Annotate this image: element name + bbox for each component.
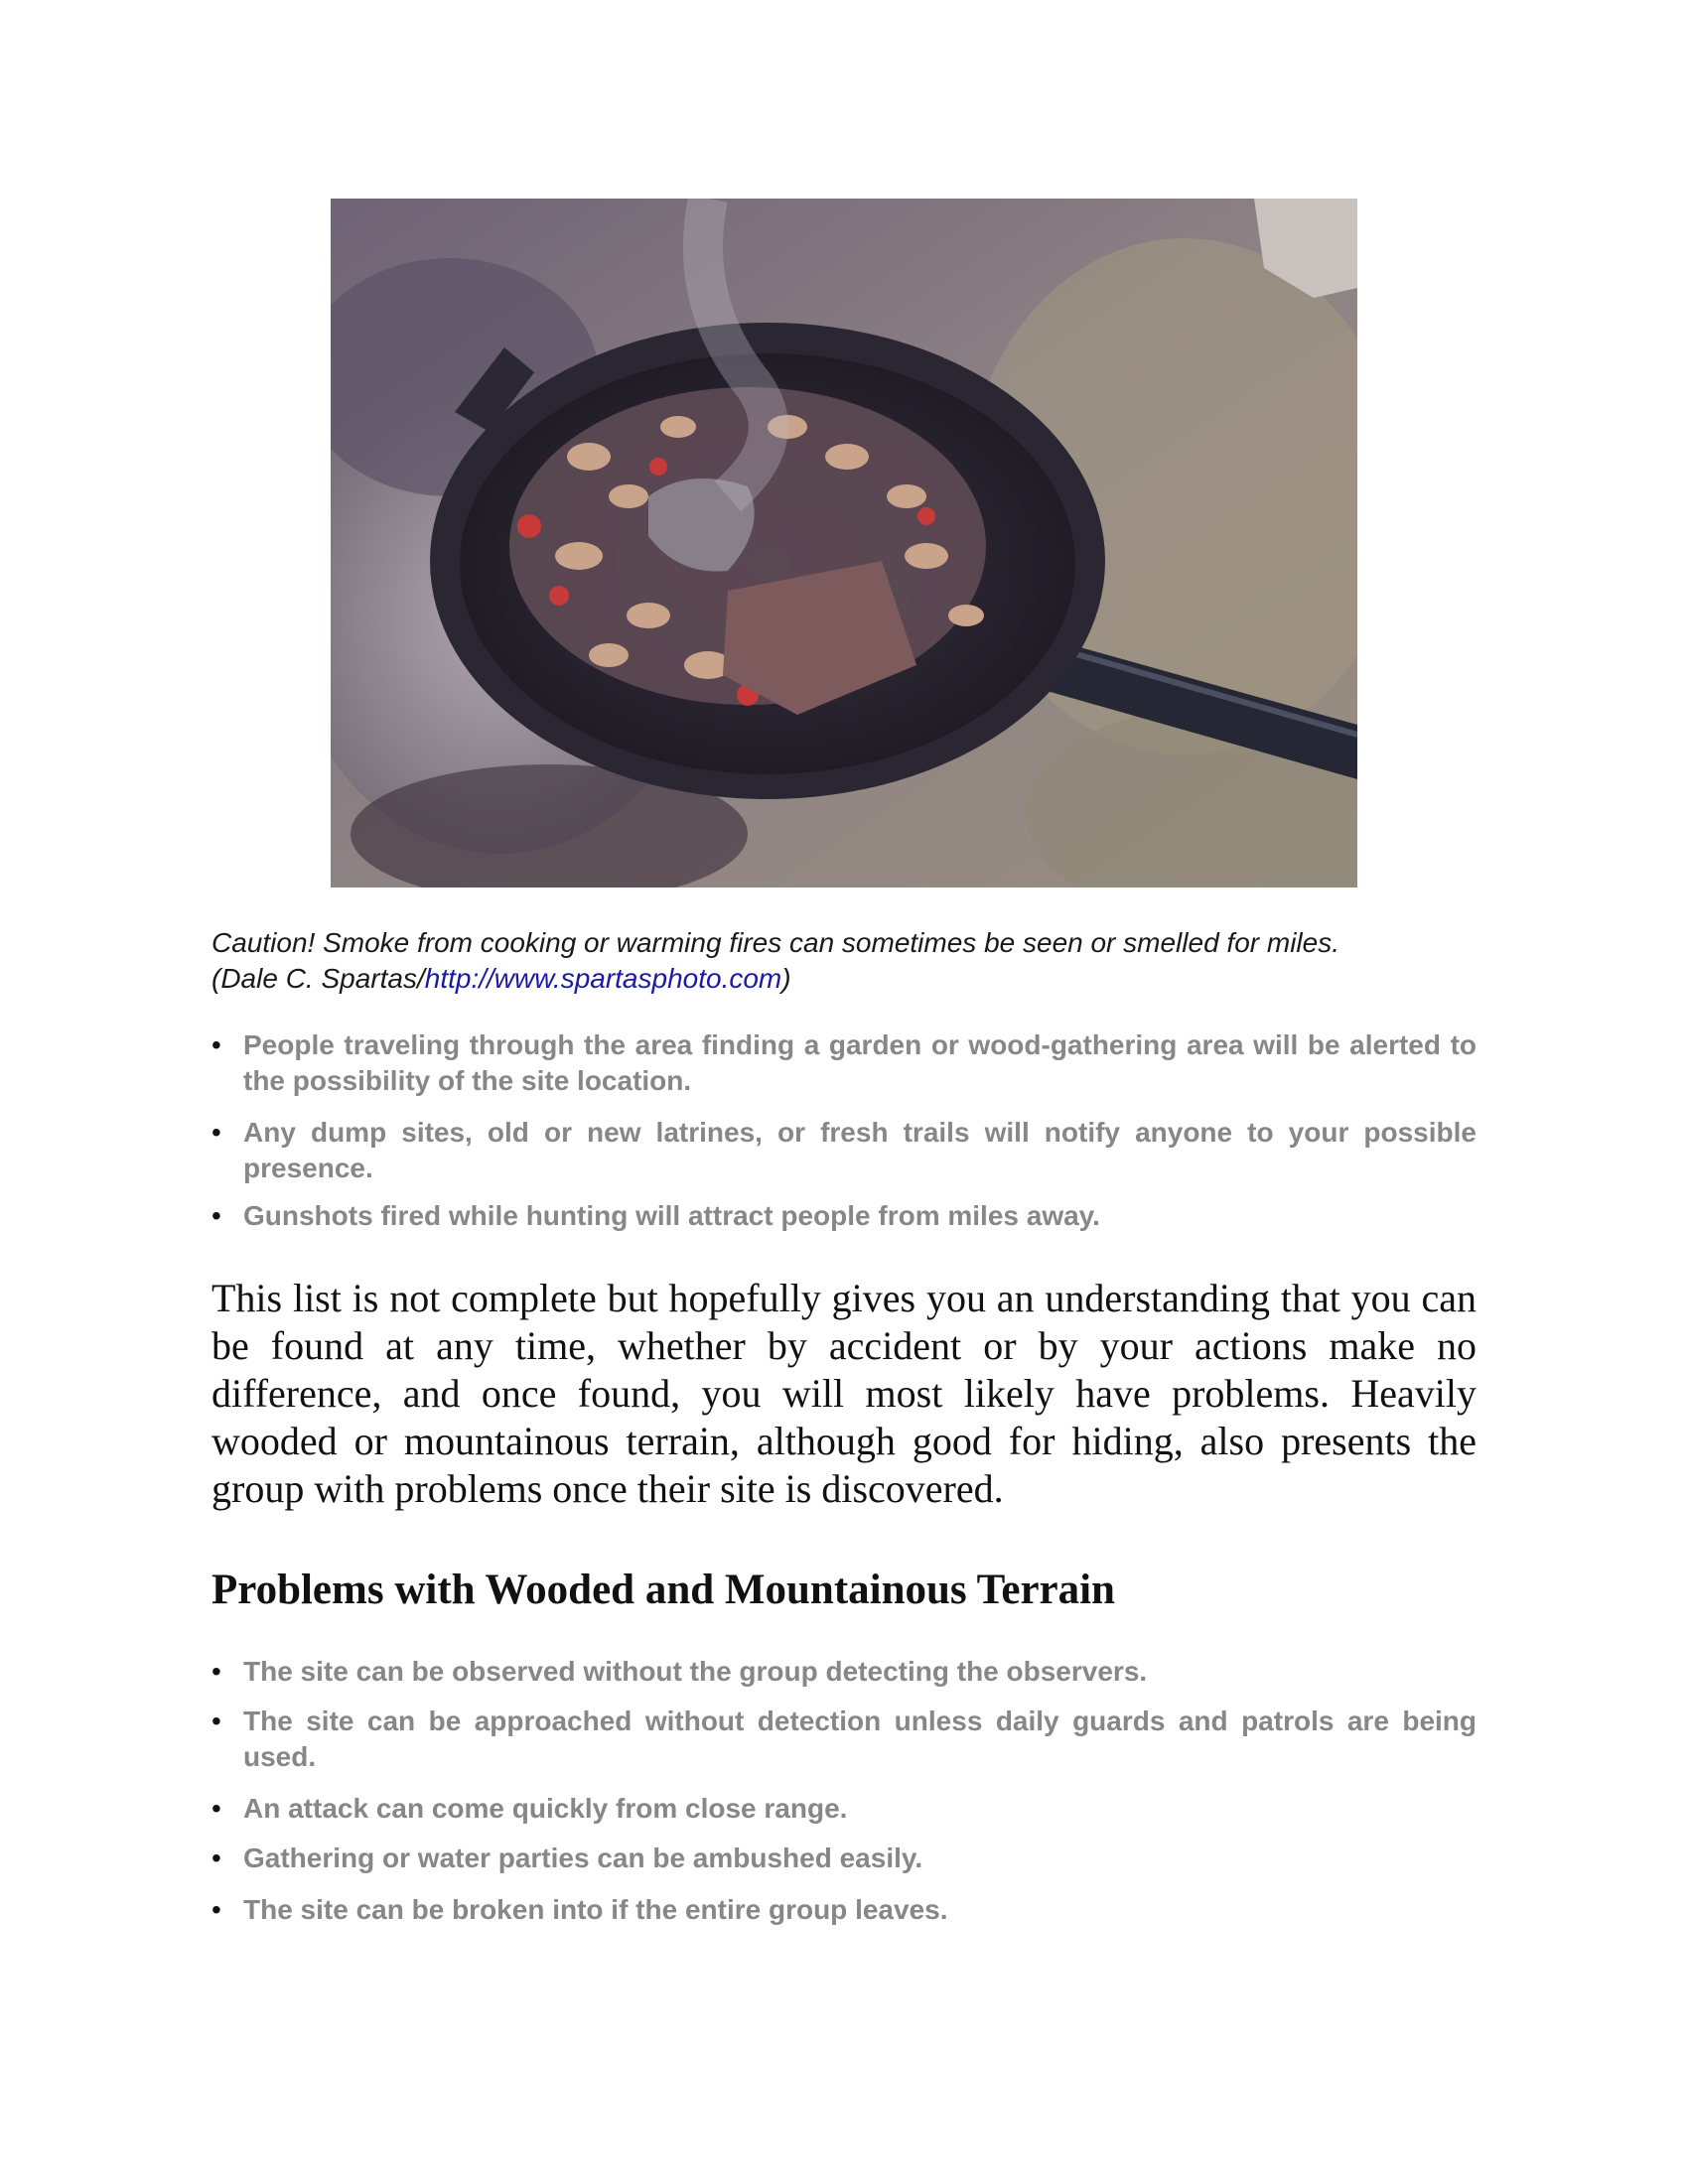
body-paragraph: This list is not complete but hopefully gives you an understanding that you can be found at any time, whether by accident or by your actions make no difference, and once found, you will most likely have problems. Heavily wooded or mountainous terrain, although good for hiding, also presents the group with problems once their site is discovered. (211, 1276, 1477, 1511)
photo-caption (211, 925, 1482, 997)
list-item-text: The site can be observed without the group detecting the observers. (243, 1656, 1148, 1687)
list-item-text: Gathering or water parties can be ambushed easily. (243, 1843, 923, 1873)
terrain-problems-list (211, 1654, 1477, 1928)
bullet-icon: • (211, 1117, 221, 1148)
bullet-icon: • (211, 1029, 221, 1060)
list-item (211, 1654, 1477, 1690)
list-item (211, 1027, 1477, 1099)
campfire-skillet-photo (331, 199, 1357, 887)
list-item-text: An attack can come quickly from close range. (243, 1793, 848, 1824)
bullet-icon: • (211, 1843, 221, 1873)
section-heading: Problems with Wooded and Mountainous Terrain (211, 1567, 1115, 1613)
discovery-risks-list (211, 1027, 1477, 1234)
caption-credit (211, 961, 1482, 997)
credit-prefix: (Dale C. Spartas/ (211, 963, 425, 994)
list-item (211, 1198, 1477, 1234)
caption-text: Caution! Smoke from cooking or warming fires can sometimes be seen or smelled for miles. (211, 927, 1339, 958)
bullet-icon: • (211, 1656, 221, 1687)
list-item-text: The site can be approached without detection unless daily guards and patrols are being used. (243, 1706, 1477, 1772)
list-item (211, 1115, 1477, 1186)
bullet-icon: • (211, 1894, 221, 1925)
list-item (211, 1704, 1477, 1775)
list-item (211, 1841, 1477, 1876)
bullet-icon: • (211, 1200, 221, 1231)
list-item-text: The site can be broken into if the entire group leaves. (243, 1894, 948, 1925)
list-item (211, 1892, 1477, 1928)
credit-suffix: ) (781, 963, 791, 994)
list-item-text: Any dump sites, old or new latrines, or fresh trails will notify anyone to your possible presence. (243, 1117, 1477, 1183)
bullet-icon: • (211, 1793, 221, 1824)
list-item-text: People traveling through the area finding a garden or wood-gathering area will be alerted to the possibility of the site location. (243, 1029, 1477, 1096)
list-item (211, 1791, 1477, 1827)
bullet-icon: • (211, 1706, 221, 1736)
list-item-text: Gunshots fired while hunting will attract people from miles away. (243, 1200, 1100, 1231)
credit-link[interactable]: http://www.spartasphoto.com (424, 963, 782, 994)
